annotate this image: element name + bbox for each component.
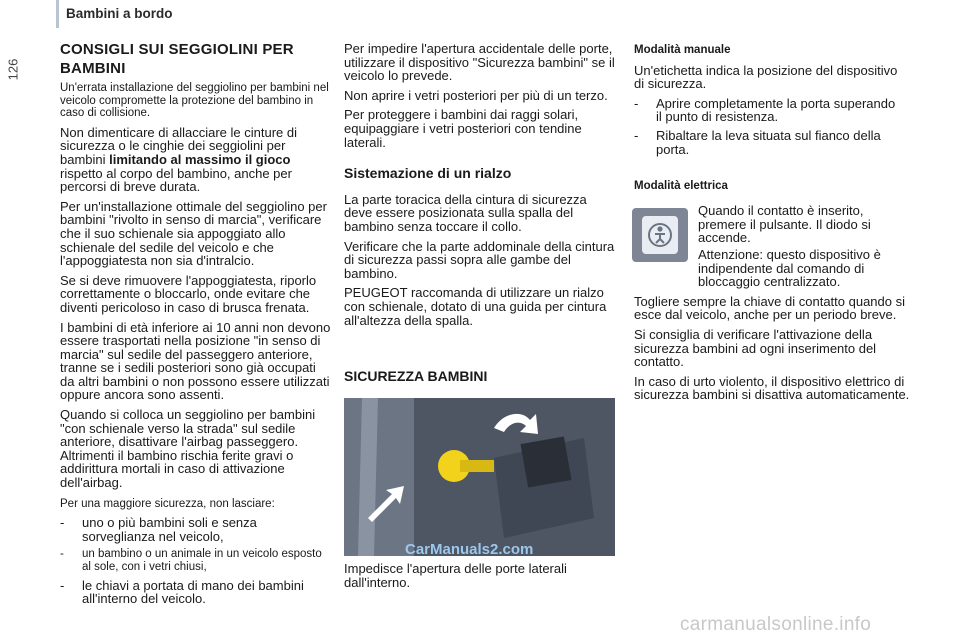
photo-caption: Impedisce l'apertura delle porte laterali dall'interno. [344,561,567,590]
safety-intro: Per una maggiore sicurezza, non lasciare: [60,497,275,510]
paragraph-warning: Attenzione: questo dispositivo è indipendente dal comando di bloccaggio centralizzato. [698,247,881,290]
paragraph-airbag: Quando si colloca un seggiolino per bambini "con schienale verso la strada" sul sedile anteriore, disattivare l'airbag passeggero. Altrimenti il bambino rischia ferite gravi o addirittura mortali in caso di attivazione dell'airbag. [60,407,316,491]
paragraph-rialzo-3: PEUGEOT raccomanda di utilizzare un rialzo con schienale, dotato di una guida per cintura all'altezza della spalla. [344,285,607,328]
paragraph-rialzo-2: Verificare che la parte addominale della cintura di sicurezza passi sopra alle gambe del bambino. [344,238,615,281]
electric-text [634,248,910,408]
column-left [60,40,332,612]
paragraph-install: Per un'installazione ottimale del seggiolino per bambini "rivolto in senso di marcia", verificare che il suo schienale sia appoggiato allo schienale del sedile del veicolo e che l'appoggiatesta non sia d'intralcio. [60,198,327,269]
list-item: - un bambino o un animale in un veicolo esposto al sole, con i vetri chiusi, [60,548,322,573]
heading-sicurezza: SICUREZZA BAMBINI [344,368,488,384]
intro-text: Un'errata installazione del seggiolino per bambini nel veicolo compromette la protezione del bambino in caso di collisione. [60,82,329,120]
page-title: CONSIGLI SUI SEGGIOLINI PER BAMBINI [60,41,294,77]
electric-intro: Quando il contatto è inserito, premere il pulsante. Il diodo si accende. [698,203,871,246]
paragraph-doors: Per impedire l'apertura accidentale delle porte, utilizzare il dispositivo "Sicurezza bambini" se il veicolo lo prevede. [344,41,615,84]
heading-rialzo: Sistemazione di un rialzo [344,165,512,182]
list-item: - le chiavi a portata di mano dei bambini all'interno del veicolo. [60,577,304,607]
child-lock-photo [344,398,615,556]
paragraph-windows: Non aprire i vetri posteriori per più di un terzo. [344,87,608,103]
heading-manuale: Modalità manuale [634,44,731,56]
paragraph-belts: Non dimenticare di allacciare le cinture di sicurezza o le cinghie dei seggiolini per bambini limitando al massimo il gioco rispetto al corpo del bambino, anche per percorsi di breve durata. [60,124,298,195]
column-right [634,44,904,162]
paragraph-label: Un'etichetta indica la posizione del dispositivo di sicurezza. [634,62,898,92]
footer-watermark: carmanualsonline.info [680,614,872,635]
paragraph-key: Togliere sempre la chiave di contatto quando si esce dal veicolo, anche per un periodo breve. [634,293,905,323]
column-middle [344,42,616,333]
paragraph-age: I bambini di età inferiore ai 10 anni non devono essere trasportati nella posizione "in senso di marcia" sul sedile del passeggero anteriore, tranne se i sedili posteriori sono già occupati da altri bambini o non possono essere utilizzati oppure ancora sono assenti. [60,319,331,403]
paragraph-rialzo-1: La parte toracica della cintura di sicurezza deve essere posizionata sulla spalla del bambino senza toccare il collo. [344,191,587,234]
page-number: 126 [5,58,21,81]
safety-list [60,516,332,606]
heading-elettrica: Modalità elettrica [634,180,728,192]
list-item: - Aprire completamente la porta superando il punto di resistenza. [634,95,896,125]
image-watermark: CarManuals2.com [405,541,534,558]
paragraph-headrest: Se si deve rimuovere l'appoggiatesta, riporlo correttamente o bloccarlo, onde evitare che diventi pericoloso in caso di brusca frenata. [60,272,317,315]
paragraph-check: Si consiglia di verificare l'attivazione della sicurezza bambini ad ogni inserimento del contatto. [634,326,877,370]
paragraph-impact: In caso di urto violento, il dispositivo elettrico di sicurezza bambini si disattiva automaticamente. [634,373,910,403]
section-header: Bambini a bordo [66,6,173,21]
paragraph-sunblinds: Per proteggere i bambini dai raggi solari, equipaggiare i vetri posteriori con tendine laterali. [344,107,582,150]
list-item: - Ribaltare la leva situata sul fianco della porta. [634,127,881,157]
section-marker-bar [56,0,59,28]
manual-steps [634,97,904,156]
list-item: - uno o più bambini soli e senza sorveglianza nel veicolo, [60,515,257,544]
